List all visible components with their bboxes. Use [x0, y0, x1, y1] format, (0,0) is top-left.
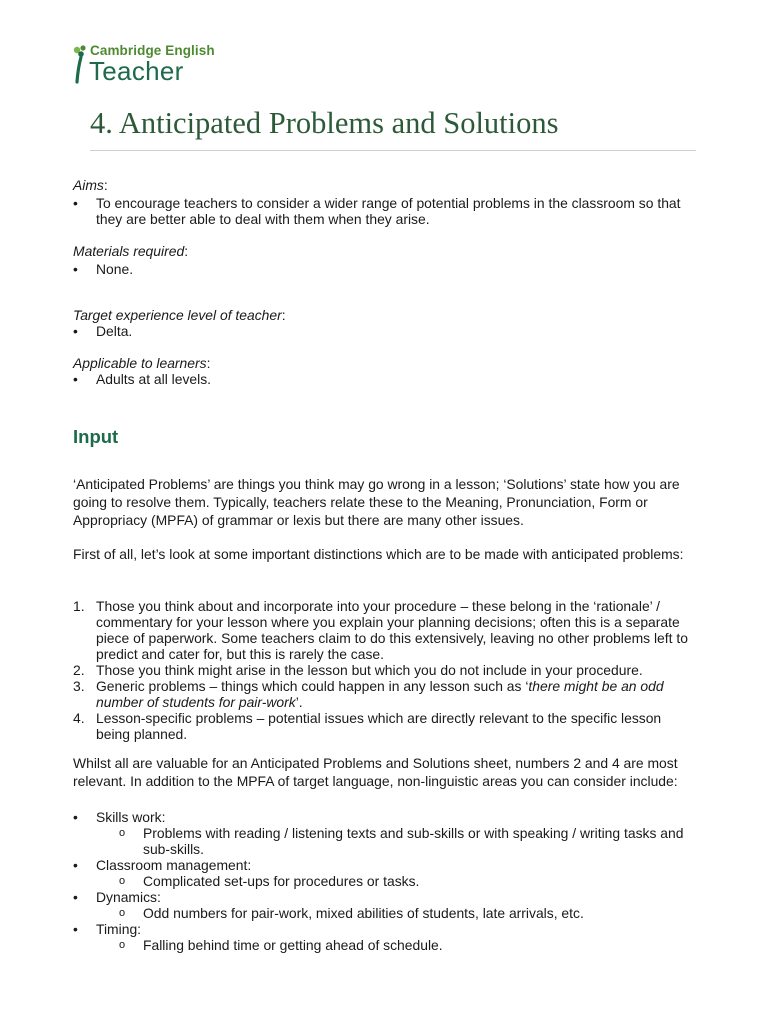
learners-item: • Adults at all levels. [73, 371, 696, 387]
aims-label: Aims [73, 177, 104, 193]
list-item [73, 598, 696, 662]
list-item [73, 662, 696, 678]
input-paragraph-3 [73, 754, 696, 790]
learners-section: Applicable to learners: • Adults at all levels. [73, 355, 696, 387]
area-sub-item: o Odd numbers for pair-work, mixed abilities of students, late arrivals, etc. [73, 905, 696, 921]
target-section: Target experience level of teacher: • Delta. [73, 307, 696, 339]
area-item-classroom-management: • Classroom management: [73, 857, 696, 873]
input-paragraph-2 [73, 546, 696, 563]
list-number: 4. [73, 710, 85, 726]
area-item-skills: • Skills work: [73, 809, 696, 825]
input-paragraph-2-text: First of all, let’s look at some important distinctions which are to be made with anticipated problems: [73, 546, 684, 562]
area-item-dynamics: • Dynamics: [73, 889, 696, 905]
learners-label: Applicable to learners [73, 355, 207, 371]
list-text: Those you think about and incorporate into your procedure – these belong in the ‘rationale’ / commentary for your lesson where you explain your planning decisions; often this is a separate piece of paperwork. Some teachers claim to do this extensively, leaving no other problems left to predict and cater for, but this is rarely the case. [96, 598, 688, 662]
materials-section: Materials required: • None. [73, 243, 696, 277]
area-sub-item: o Complicated set-ups for procedures or tasks. [73, 873, 696, 889]
input-paragraph-1 [73, 475, 696, 529]
target-label: Target experience level of teacher [73, 307, 282, 323]
list-text: Lesson-specific problems – potential issues which are directly relevant to the specific lesson being planned. [96, 710, 662, 742]
list-number: 3. [73, 678, 85, 694]
title-divider [90, 150, 696, 151]
list-text-pre: Generic problems – things which could happen in any lesson such as ‘ [96, 678, 529, 694]
list-item [73, 710, 696, 742]
area-sub-item: o Problems with reading / listening texts and sub-skills or with speaking / writing tasks and sub-skills. [73, 825, 696, 857]
list-number: 1. [73, 598, 85, 614]
input-paragraph-1-text: ‘Anticipated Problems’ are things you think may go wrong in a lesson; ‘Solutions’ state how you are going to resolve them. Typically, teachers relate these to the Meaning, Pronunciation, Form or Appropriacy (MPFA) of grammar or lexis but there are many other issues. [73, 476, 680, 528]
cambridge-english-teacher-logo [72, 42, 215, 86]
area-item-timing: • Timing: [73, 921, 696, 937]
logo-brand-text: Cambridge English [90, 43, 215, 58]
distinctions-list [73, 598, 696, 742]
materials-item: • None. [73, 261, 696, 277]
page-title: 4. Anticipated Problems and Solutions [90, 106, 559, 140]
aims-item: • To encourage teachers to consider a wider range of potential problems in the classroom so that they are better able to deal with them when they arise. [73, 195, 696, 227]
list-number: 2. [73, 662, 85, 678]
logo-tree-icon [72, 44, 88, 84]
aims-section: Aims: • To encourage teachers to consider a wider range of potential problems in the classroom so that they are better able to deal with them when they arise. [73, 177, 696, 227]
list-item [73, 678, 696, 710]
input-heading: Input [73, 426, 119, 447]
logo-product-text: Teacher [89, 56, 184, 86]
target-item: • Delta. [73, 323, 696, 339]
areas-list [73, 809, 696, 953]
materials-label: Materials required [73, 243, 185, 259]
list-text-post: ’. [295, 694, 303, 710]
list-text-italic: there might be an odd number of students for pair-work [96, 678, 664, 710]
input-paragraph-3-text: Whilst all are valuable for an Anticipated Problems and Solutions sheet, numbers 2 and 4 are most relevant. In addition to the MPFA of target language, non-linguistic areas you can consider include: [73, 755, 678, 789]
area-sub-item: o Falling behind time or getting ahead of schedule. [73, 937, 696, 953]
list-text: Those you think might arise in the lesson but which you do not include in your procedure. [96, 662, 643, 678]
